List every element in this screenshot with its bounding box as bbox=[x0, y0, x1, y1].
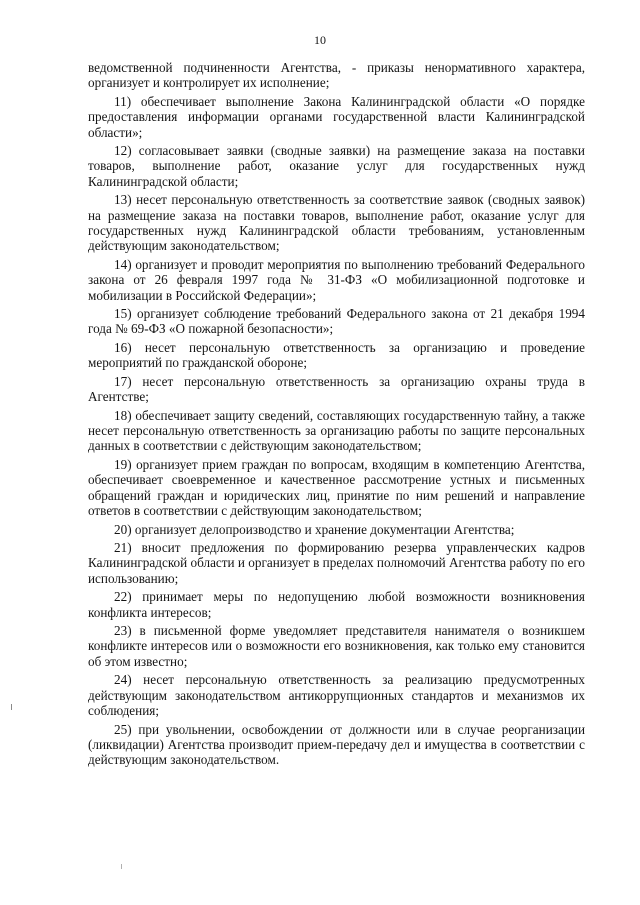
paragraph-item-20: 20) организует делопроизводство и хранение документации Агентства; bbox=[114, 521, 515, 537]
page-number: 10 bbox=[314, 33, 326, 47]
scan-artifact-mark bbox=[11, 704, 12, 710]
paragraph-item-22: 22) принимает меры по недопущению любой возможности возникновения конфликта интересов; bbox=[88, 589, 585, 620]
paragraph-continuation: ведомственной подчиненности Агентства, - приказы ненормативного характера, организует и контролирует их исполнение; bbox=[88, 60, 585, 91]
paragraph-item-13: 13) несет персональную ответственность за соответствие заявок (сводных заявок) на размещение заказа на поставки товаров, выполнение работ, оказание услуг для государственных нужд Калининградской области требованиям, установленным действующим законодательством; bbox=[88, 192, 585, 254]
document-body bbox=[88, 60, 585, 771]
paragraph-item-15: 15) организует соблюдение требований Федерального закона от 21 декабря 1994 года № 69-ФЗ «О пожарной безопасности»; bbox=[88, 306, 585, 337]
paragraph-item-25: 25) при увольнении, освобождении от должности или в случае реорганизации (ликвидации) Агентства производит прием-передачу дел и имущества в соответствии с действующим законодательством. bbox=[88, 721, 585, 768]
paragraph-item-11: 11) обеспечивает выполнение Закона Калининградской области «О порядке предоставления информации органами государственной власти Калининградской области»; bbox=[88, 93, 585, 140]
paragraph-item-17: 17) несет персональную ответственность за организацию охраны труда в Агентстве; bbox=[88, 373, 585, 405]
paragraph-item-16: 16) несет персональную ответственность за организацию и проведение мероприятий по гражданской обороне; bbox=[88, 339, 585, 371]
paragraph-item-12: 12) согласовывает заявки (сводные заявки) на размещение заказа на поставки товаров, выполнение работ, оказание услуг для государственных нужд Калининградской области; bbox=[88, 143, 585, 189]
scan-artifact-mark bbox=[121, 864, 122, 869]
paragraph-item-19: 19) организует прием граждан по вопросам, входящим в компетенцию Агентства, обеспечивает своевременное и качественное рассмотрение устных и письменных обращений граждан и юридических лиц, принятие по ним решений и направление ответов в соответствии с действующим законодательством; bbox=[88, 456, 585, 518]
paragraph-item-14: 14) организует и проводит мероприятия по выполнению требований Федерального закона от 26 февраля 1997 года № 31-ФЗ «О мобилизационной подготовке и мобилизации в Российской Федерации»; bbox=[88, 256, 585, 303]
paragraph-item-23: 23) в письменной форме уведомляет представителя нанимателя о возникшем конфликте интересов или о возможности его возникновения, как только ему становится об этом известно; bbox=[88, 623, 585, 669]
paragraph-item-21: 21) вносит предложения по формированию резерва управленческих кадров Калининградской области и организует в пределах полномочий Агентства работу по его использованию; bbox=[88, 540, 585, 586]
paragraph-item-18: 18) обеспечивает защиту сведений, составляющих государственную тайну, а также несет персональную ответственность за организацию работы по защите персональных данных в соответствии с действующим законодательством; bbox=[88, 407, 585, 454]
paragraph-item-24: 24) несет персональную ответственность за реализацию предусмотренных действующим законодательством антикоррупционных стандартов и механизмов их соблюдения; bbox=[88, 672, 585, 719]
